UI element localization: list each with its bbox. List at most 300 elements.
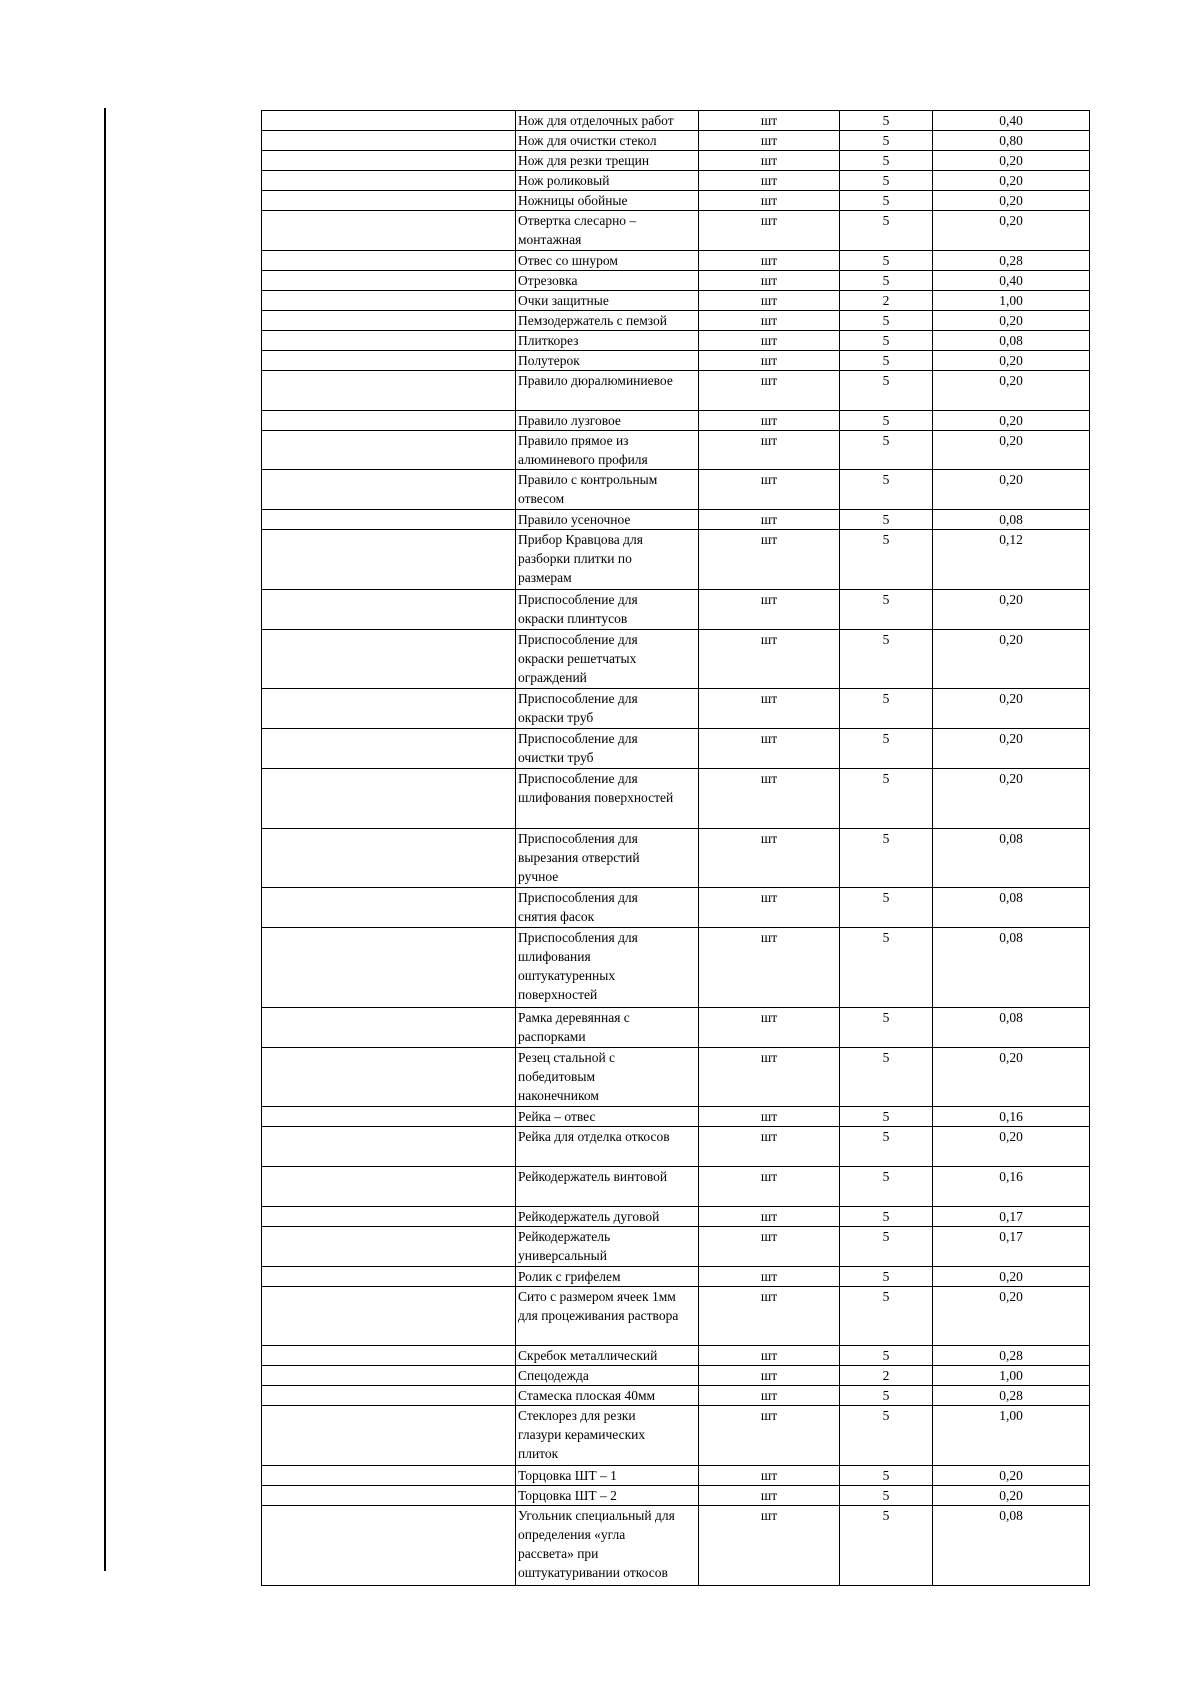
quantity-text: 5 <box>882 890 890 906</box>
unit-text: шт <box>760 292 778 308</box>
item-name-text: Приспособления для шлифования оштукатуренных поверхностей <box>518 930 638 1003</box>
item-name-cell <box>516 1386 699 1406</box>
item-name-text: Рейкодержатель универсальный <box>518 1228 611 1263</box>
value-cell <box>933 370 1090 410</box>
value-cell <box>933 1406 1090 1466</box>
table-row <box>262 211 1090 251</box>
item-name-cell <box>516 1007 699 1047</box>
unit-text: шт <box>760 372 778 388</box>
quantity-cell <box>840 211 933 251</box>
value-text: 0,28 <box>999 1348 1023 1364</box>
table-row <box>262 828 1090 888</box>
item-name-text: Стамеска плоская 40мм <box>518 1388 656 1404</box>
quantity-text: 5 <box>882 1467 890 1483</box>
unit-text: шт <box>760 332 778 348</box>
value-text: 0,08 <box>999 830 1023 846</box>
table-row <box>262 1286 1090 1346</box>
value-cell <box>933 928 1090 1008</box>
value-cell <box>933 350 1090 370</box>
value-cell <box>933 1127 1090 1167</box>
item-name-cell <box>516 250 699 270</box>
quantity-text: 5 <box>882 591 890 607</box>
quantity-cell <box>840 151 933 171</box>
quantity-cell <box>840 1266 933 1286</box>
item-name-cell <box>516 151 699 171</box>
quantity-cell <box>840 1406 933 1466</box>
item-name-text: Приспособление для окраски решетчатых ограждений <box>518 631 638 685</box>
unit-text: шт <box>760 512 778 528</box>
unit-cell <box>699 629 840 689</box>
value-cell <box>933 1007 1090 1047</box>
item-name-text: Правило дюралюминиевое <box>518 372 673 388</box>
value-cell <box>933 1386 1090 1406</box>
unit-text: шт <box>760 173 778 188</box>
table-row <box>262 370 1090 410</box>
row-blank-cell <box>262 151 516 171</box>
item-name-cell <box>516 510 699 530</box>
table-row <box>262 530 1090 590</box>
value-text: 0,08 <box>999 332 1023 348</box>
unit-cell <box>699 1386 840 1406</box>
unit-cell <box>699 828 840 888</box>
value-cell <box>933 828 1090 888</box>
unit-text: шт <box>760 1169 778 1184</box>
item-name-cell <box>516 1366 699 1386</box>
item-name-cell <box>516 530 699 590</box>
quantity-cell <box>840 430 933 470</box>
table-row <box>262 1386 1090 1406</box>
unit-text: шт <box>760 472 778 488</box>
value-cell <box>933 1286 1090 1346</box>
row-blank-cell <box>262 689 516 729</box>
quantity-cell <box>840 410 933 430</box>
value-cell <box>933 1226 1090 1266</box>
inventory-table-body <box>262 111 1090 1586</box>
value-cell <box>933 1346 1090 1366</box>
item-name-cell <box>516 629 699 689</box>
value-cell <box>933 1266 1090 1286</box>
item-name-text: Нож для отделочных работ <box>518 113 674 128</box>
item-name-text: Правило лузговое <box>518 412 621 428</box>
value-cell <box>933 510 1090 530</box>
row-blank-cell <box>262 1505 516 1585</box>
quantity-cell <box>840 629 933 689</box>
unit-cell <box>699 1485 840 1505</box>
unit-text: шт <box>760 1288 778 1304</box>
unit-text: шт <box>760 1507 778 1523</box>
item-name-cell <box>516 191 699 211</box>
quantity-text: 2 <box>882 292 890 308</box>
table-row <box>262 1465 1090 1485</box>
quantity-text: 5 <box>882 272 890 288</box>
row-blank-cell <box>262 270 516 290</box>
item-name-text: Торцовка ШТ – 2 <box>518 1487 617 1503</box>
quantity-text: 5 <box>882 1208 890 1224</box>
row-blank-cell <box>262 430 516 470</box>
value-cell <box>933 470 1090 510</box>
item-name-text: Нож роликовый <box>518 173 610 188</box>
table-row <box>262 330 1090 350</box>
item-name-cell <box>516 1485 699 1505</box>
item-name-cell <box>516 330 699 350</box>
item-name-cell <box>516 768 699 828</box>
row-blank-cell <box>262 1167 516 1207</box>
row-blank-cell <box>262 928 516 1008</box>
item-name-cell <box>516 1226 699 1266</box>
quantity-text: 5 <box>882 532 890 548</box>
value-text: 0,20 <box>999 1467 1023 1483</box>
table-row <box>262 1226 1090 1266</box>
quantity-text: 5 <box>882 930 890 946</box>
quantity-text: 5 <box>882 512 890 528</box>
quantity-text: 5 <box>882 372 890 388</box>
table-row <box>262 1047 1090 1107</box>
row-blank-cell <box>262 111 516 131</box>
quantity-text: 5 <box>882 1388 890 1404</box>
unit-text: шт <box>760 1368 778 1384</box>
item-name-text: Рейкодержатель дуговой <box>518 1208 660 1224</box>
unit-cell <box>699 928 840 1008</box>
value-cell <box>933 250 1090 270</box>
value-text: 0,20 <box>999 432 1023 448</box>
unit-text: шт <box>760 193 778 208</box>
unit-text: шт <box>760 591 778 607</box>
row-blank-cell <box>262 131 516 151</box>
row-blank-cell <box>262 1406 516 1466</box>
quantity-cell <box>840 310 933 330</box>
item-name-cell <box>516 211 699 251</box>
unit-cell <box>699 350 840 370</box>
quantity-cell <box>840 111 933 131</box>
quantity-text: 5 <box>882 193 890 208</box>
table-row <box>262 1107 1090 1127</box>
quantity-cell <box>840 1107 933 1127</box>
value-cell <box>933 689 1090 729</box>
table-row <box>262 629 1090 689</box>
unit-text: шт <box>760 1388 778 1404</box>
item-name-cell <box>516 1206 699 1226</box>
item-name-text: Спецодежда <box>518 1368 589 1384</box>
item-name-cell <box>516 928 699 1008</box>
table-row <box>262 250 1090 270</box>
unit-cell <box>699 151 840 171</box>
row-blank-cell <box>262 1107 516 1127</box>
row-blank-cell <box>262 1226 516 1266</box>
item-name-text: Ролик с грифелем <box>518 1268 621 1284</box>
item-name-cell <box>516 1406 699 1466</box>
item-name-cell <box>516 310 699 330</box>
value-text: 0,28 <box>999 252 1023 268</box>
quantity-cell <box>840 589 933 629</box>
value-text: 0,16 <box>999 1169 1023 1184</box>
item-name-cell <box>516 729 699 769</box>
value-cell <box>933 430 1090 470</box>
quantity-cell <box>840 1206 933 1226</box>
quantity-text: 5 <box>882 1507 890 1523</box>
item-name-text: Прибор Кравцова для разборки плитки по размерам <box>518 532 643 586</box>
item-name-cell <box>516 888 699 928</box>
row-blank-cell <box>262 1127 516 1167</box>
table-row <box>262 1127 1090 1167</box>
unit-text: шт <box>760 532 778 548</box>
unit-text: шт <box>760 113 778 128</box>
item-name-text: Приспособление для окраски плинтусов <box>518 591 638 626</box>
table-row <box>262 768 1090 828</box>
item-name-text: Приспособление для окраски труб <box>518 691 638 726</box>
value-cell <box>933 1107 1090 1127</box>
item-name-text: Скребок металлический <box>518 1348 658 1364</box>
table-row <box>262 151 1090 171</box>
item-name-text: Рейкодержатель винтовой <box>518 1169 668 1184</box>
item-name-text: Рейка для отделка откосов <box>518 1129 670 1145</box>
value-text: 0,20 <box>999 591 1023 607</box>
item-name-text: Пемзодержатель с пемзой <box>518 312 667 328</box>
quantity-text: 2 <box>882 1368 890 1384</box>
item-name-text: Сито с размером ячеек 1мм для процеживания раствора <box>518 1288 679 1323</box>
row-blank-cell <box>262 729 516 769</box>
unit-cell <box>699 1346 840 1366</box>
value-cell <box>933 1366 1090 1386</box>
unit-cell <box>699 1406 840 1466</box>
quantity-text: 5 <box>882 830 890 846</box>
item-name-cell <box>516 171 699 191</box>
table-row <box>262 888 1090 928</box>
value-text: 0,20 <box>999 770 1023 786</box>
quantity-cell <box>840 370 933 410</box>
value-text: 0,40 <box>999 113 1023 128</box>
row-blank-cell <box>262 211 516 251</box>
item-name-text: Ножницы обойные <box>518 193 628 208</box>
table-row <box>262 270 1090 290</box>
table-row <box>262 1266 1090 1286</box>
quantity-text: 5 <box>882 770 890 786</box>
row-blank-cell <box>262 1286 516 1346</box>
quantity-cell <box>840 689 933 729</box>
unit-text: шт <box>760 830 778 846</box>
unit-text: шт <box>760 1408 778 1424</box>
quantity-cell <box>840 1366 933 1386</box>
item-name-text: Рейка – отвес <box>518 1109 596 1125</box>
table-row <box>262 729 1090 769</box>
value-cell <box>933 290 1090 310</box>
value-text: 0,08 <box>999 930 1023 946</box>
unit-cell <box>699 330 840 350</box>
unit-text: шт <box>760 272 778 288</box>
item-name-text: Отвес со шнуром <box>518 252 618 268</box>
item-name-cell <box>516 1107 699 1127</box>
value-text: 0,20 <box>999 472 1023 488</box>
value-text: 0,20 <box>999 193 1023 208</box>
quantity-cell <box>840 350 933 370</box>
row-blank-cell <box>262 191 516 211</box>
row-blank-cell <box>262 350 516 370</box>
unit-cell <box>699 131 840 151</box>
value-text: 0,20 <box>999 213 1023 228</box>
quantity-cell <box>840 828 933 888</box>
unit-text: шт <box>760 213 778 228</box>
unit-text: шт <box>760 352 778 368</box>
quantity-text: 5 <box>882 472 890 488</box>
quantity-cell <box>840 1286 933 1346</box>
item-name-text: Отрезовка <box>518 272 578 288</box>
quantity-text: 5 <box>882 412 890 428</box>
quantity-cell <box>840 510 933 530</box>
row-blank-cell <box>262 530 516 590</box>
unit-cell <box>699 111 840 131</box>
row-blank-cell <box>262 589 516 629</box>
value-cell <box>933 270 1090 290</box>
value-text: 0,17 <box>999 1228 1023 1244</box>
value-text: 0,20 <box>999 1049 1023 1065</box>
table-row <box>262 1007 1090 1047</box>
table-row <box>262 1167 1090 1207</box>
row-blank-cell <box>262 629 516 689</box>
unit-cell <box>699 191 840 211</box>
unit-cell <box>699 589 840 629</box>
item-name-text: Приспособление для очистки труб <box>518 731 638 766</box>
unit-cell <box>699 1167 840 1207</box>
table-row <box>262 310 1090 330</box>
value-text: 0,08 <box>999 1009 1023 1025</box>
unit-cell <box>699 1206 840 1226</box>
item-name-cell <box>516 1127 699 1167</box>
item-name-text: Приспособление для шлифования поверхностей <box>518 770 674 805</box>
unit-text: шт <box>760 890 778 906</box>
page-margin-rule <box>104 108 106 1571</box>
unit-cell <box>699 689 840 729</box>
quantity-cell <box>840 1047 933 1107</box>
table-row <box>262 290 1090 310</box>
quantity-text: 5 <box>882 631 890 647</box>
unit-cell <box>699 250 840 270</box>
table-row <box>262 171 1090 191</box>
item-name-cell <box>516 290 699 310</box>
table-row <box>262 111 1090 131</box>
value-text: 0,20 <box>999 412 1023 428</box>
item-name-cell <box>516 131 699 151</box>
unit-text: шт <box>760 731 778 747</box>
quantity-text: 5 <box>882 1228 890 1244</box>
unit-cell <box>699 1465 840 1485</box>
table-row <box>262 1366 1090 1386</box>
row-blank-cell <box>262 1266 516 1286</box>
item-name-cell <box>516 1266 699 1286</box>
quantity-cell <box>840 250 933 270</box>
unit-cell <box>699 1107 840 1127</box>
table-row <box>262 350 1090 370</box>
value-text: 0,20 <box>999 352 1023 368</box>
row-blank-cell <box>262 470 516 510</box>
row-blank-cell <box>262 330 516 350</box>
item-name-cell <box>516 589 699 629</box>
row-blank-cell <box>262 1047 516 1107</box>
value-cell <box>933 629 1090 689</box>
value-text: 0,20 <box>999 731 1023 747</box>
value-text: 0,20 <box>999 312 1023 328</box>
item-name-text: Резец стальной с победитовым наконечником <box>518 1049 616 1103</box>
unit-cell <box>699 1266 840 1286</box>
value-text: 0,20 <box>999 153 1023 168</box>
value-text: 0,20 <box>999 1129 1023 1145</box>
row-blank-cell <box>262 250 516 270</box>
quantity-text: 5 <box>882 731 890 747</box>
item-name-cell <box>516 370 699 410</box>
item-name-cell <box>516 1047 699 1107</box>
item-name-text: Правило прямое из алюминевого профиля <box>518 432 648 467</box>
table-row <box>262 1346 1090 1366</box>
unit-text: шт <box>760 153 778 168</box>
unit-cell <box>699 888 840 928</box>
quantity-text: 5 <box>882 252 890 268</box>
item-name-text: Отвертка слесарно – монтажная <box>518 213 637 247</box>
quantity-cell <box>840 171 933 191</box>
row-blank-cell <box>262 1386 516 1406</box>
unit-cell <box>699 510 840 530</box>
unit-cell <box>699 211 840 251</box>
quantity-cell <box>840 270 933 290</box>
value-text: 0,17 <box>999 1208 1023 1224</box>
quantity-cell <box>840 191 933 211</box>
item-name-text: Очки защитные <box>518 292 609 308</box>
value-text: 1,00 <box>999 1408 1023 1424</box>
table-row <box>262 1505 1090 1585</box>
quantity-cell <box>840 928 933 1008</box>
unit-cell <box>699 370 840 410</box>
quantity-cell <box>840 1505 933 1585</box>
quantity-text: 5 <box>882 153 890 168</box>
unit-text: шт <box>760 1049 778 1065</box>
unit-cell <box>699 1286 840 1346</box>
unit-text: шт <box>760 1348 778 1364</box>
value-cell <box>933 768 1090 828</box>
row-blank-cell <box>262 370 516 410</box>
unit-text: шт <box>760 691 778 707</box>
unit-cell <box>699 729 840 769</box>
unit-cell <box>699 290 840 310</box>
quantity-cell <box>840 1485 933 1505</box>
unit-text: шт <box>760 432 778 448</box>
quantity-text: 5 <box>882 312 890 328</box>
unit-cell <box>699 1047 840 1107</box>
row-blank-cell <box>262 1346 516 1366</box>
value-cell <box>933 1047 1090 1107</box>
quantity-text: 5 <box>882 691 890 707</box>
quantity-cell <box>840 530 933 590</box>
item-name-cell <box>516 828 699 888</box>
table-row <box>262 470 1090 510</box>
quantity-text: 5 <box>882 1049 890 1065</box>
item-name-cell <box>516 1346 699 1366</box>
quantity-text: 5 <box>882 1348 890 1364</box>
quantity-cell <box>840 1346 933 1366</box>
unit-text: шт <box>760 312 778 328</box>
value-text: 0,20 <box>999 1288 1023 1304</box>
unit-text: шт <box>760 1467 778 1483</box>
value-text: 0,20 <box>999 1487 1023 1503</box>
item-name-cell <box>516 1167 699 1207</box>
item-name-cell <box>516 111 699 131</box>
item-name-cell <box>516 1465 699 1485</box>
unit-cell <box>699 410 840 430</box>
value-cell <box>933 1206 1090 1226</box>
table-row <box>262 689 1090 729</box>
quantity-cell <box>840 1007 933 1047</box>
unit-cell <box>699 171 840 191</box>
value-cell <box>933 1465 1090 1485</box>
quantity-cell <box>840 330 933 350</box>
item-name-text: Плиткорез <box>518 332 579 348</box>
value-text: 0,40 <box>999 272 1023 288</box>
